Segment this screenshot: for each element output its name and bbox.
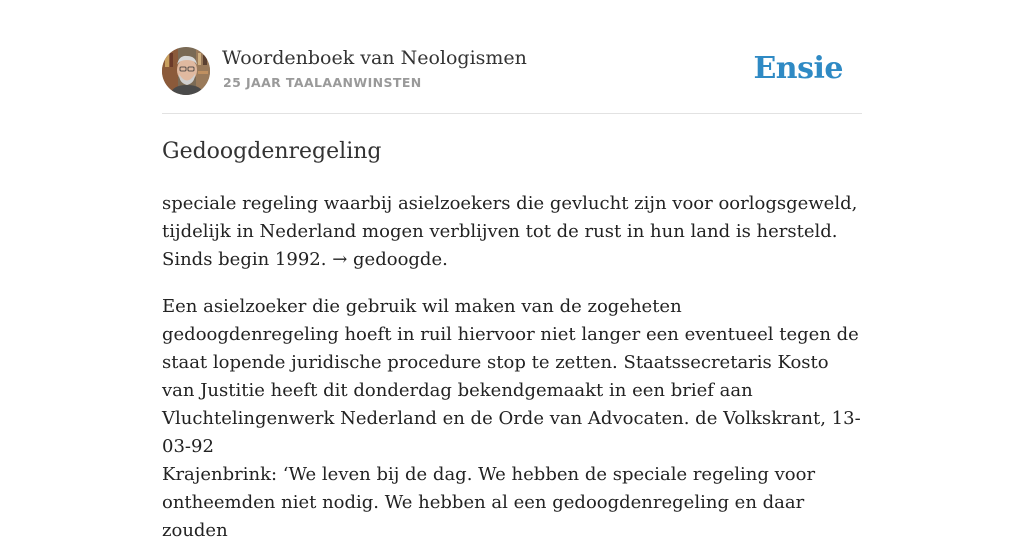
entry-card <box>162 0 862 541</box>
definition-text: speciale regeling waarbij asielzoekers die gevlucht zijn voor oorlogsgeweld, tijdelijk in Nederland mogen verblijven tot de rust in hun land is hersteld. Sinds begin 1992. <box>162 193 858 270</box>
author-avatar[interactable] <box>162 47 210 95</box>
see-also-suffix: . <box>442 249 448 270</box>
see-also-link[interactable]: gedoogde <box>353 249 443 270</box>
citation-quote-2: Krajenbrink: ‘We leven bij de dag. We hebben de speciale regeling voor ontheemden niet nodig. We hebben al een gedoogdenregeling en daar zouden <box>162 464 816 541</box>
source-header <box>162 0 862 114</box>
entry-definition <box>162 190 862 274</box>
entry-title: Gedoogdenregeling <box>162 139 382 164</box>
ensie-logo-link[interactable]: Ensie <box>753 51 843 86</box>
source-title[interactable]: Woordenboek van Neologismen <box>222 47 527 69</box>
author-portrait-image <box>162 47 210 95</box>
citation-quote-1: Een asielzoeker die gebruik wil maken van de zogeheten gedoogdenregeling hoeft in ruil hiervoor niet langer een eventueel tegen de staat lopende juridische procedure stop te zetten. Staatssecretaris Kosto van Justitie heeft dit donderdag bekendgemaakt in een brief aan Vluchtelingenwerk Nederland en de Orde van Advocaten. de Volkskrant, 13-03-92 <box>162 296 861 457</box>
arrow-icon: → <box>332 249 348 270</box>
source-subtitle: 25 JAAR TAALAANWINSTEN <box>223 75 422 90</box>
